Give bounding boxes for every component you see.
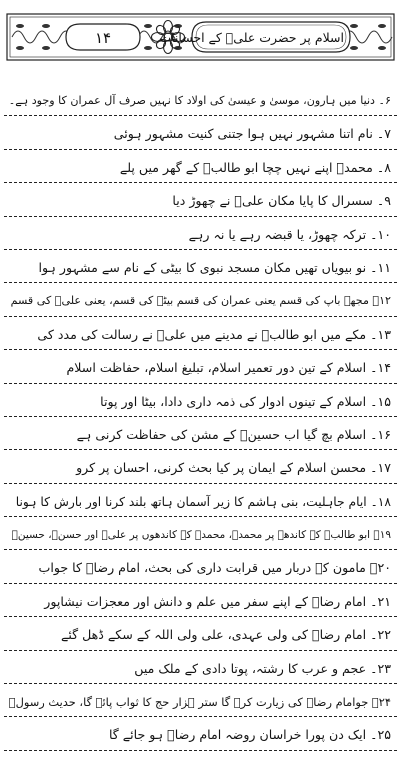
list-item [4,389,397,422]
list-item-text: ۷۔ نام اتنا مشہور نہیں ہوا جتنی کنیت مشہور ہوئی [113,126,391,142]
dotted-rule [4,249,397,250]
dotted-rule [4,282,397,283]
list-item [4,322,397,355]
list-item-text: ۱۲۔ مجھے باپ کی قسم یعنی عمران کی قسم بیٹے کی قسم، یعنی علیؑ کی قسم [10,294,391,308]
list-item [4,88,397,121]
topic-list [4,88,397,756]
list-item-text: ۱۴۔ اسلام کے تین دور تعمیر اسلام، تبلیغ اسلام، حفاظت اسلام [66,360,391,376]
dotted-rule [4,383,397,384]
dotted-rule [4,516,397,517]
dotted-rule [4,182,397,183]
dotted-rule [4,616,397,617]
dotted-rule [4,216,397,217]
list-item-text: ۱۶۔ اسلام بچ گیا اب حسینؑ کے مشن کی حفاظت کرنی ہے [76,426,391,442]
list-item [4,121,397,154]
list-item-text: ۲۴۔ جوامام رضاؑ کی زیارت کرے گا ستر ہزار حج کا ثواب پائے گا، حدیث رسولؐ [8,695,391,710]
dotted-rule [4,716,397,717]
dotted-rule [4,483,397,484]
list-item [4,288,397,321]
list-item-text: ۱۹۔ ابو طالبؑ کے کاندھے پر محمدؐ، محمدؐ کے کاندھوں پر علیؑ اور حسنؑ، حسینؑ [11,529,391,542]
list-item-text: ۱۷۔ محسن اسلام کے ایمان پر کیا بحث کرنی، احسان پر کرو [76,460,391,476]
list-item [4,422,397,455]
list-item-text: ۱۰۔ ترکہ چھوڑ، یا قبضہ رہے یا نہ رہے [188,226,391,242]
dotted-rule [4,683,397,684]
list-item [4,255,397,288]
list-item-text: ۶۔ دنیا میں ہارون، موسیٰ و عیسیٰ کی اولاد کا نہیں صرف آل عمران کا وجود ہے۔ [8,94,391,107]
list-item [4,722,397,755]
list-item [4,222,397,255]
dotted-rule [4,115,397,116]
dotted-rule [4,316,397,317]
dotted-rule [4,650,397,651]
list-item [4,489,397,522]
dotted-rule [4,549,397,550]
running-title: اسلام پر حضرت علیؑ کے احسانات [159,30,344,45]
list-item [4,622,397,655]
list-item [4,656,397,689]
dotted-rule [4,149,397,150]
list-item [4,522,397,555]
list-item [4,155,397,188]
list-item-text: ۲۰۔ مامون کے دربار میں قرابت داری کی بحث، امام رضاؑ کا جواب [38,560,391,576]
ornamental-header [6,8,395,66]
list-item-text: ۱۵۔ اسلام کے تینوں ادوار کی ذمہ داری دادا، بیٹا اور پوتا [100,393,391,409]
list-item-text: ۲۳۔ عجم و عرب کا رشتہ، پوتا دادی کے ملک میں [134,660,391,676]
list-item-text: ۲۵۔ ایک دن پورا خراسان روضہ امام رضاؑ ہو جائے گا [108,727,391,743]
list-item-text: ۲۲۔ امام رضاؑ کی ولی عہدی، علی ولی اللہ کے سکے ڈھل گئے [60,627,391,643]
list-item [4,455,397,488]
page-number: ۱۴ [94,29,112,47]
dotted-rule [4,416,397,417]
list-item [4,355,397,388]
dotted-rule [4,583,397,584]
list-item-text: ۱۱۔ نو بیویاں تھیں مکان مسجد نبوی کا بیٹی کے نام سے مشہور ہوا [38,259,391,275]
dotted-rule [4,349,397,350]
list-item [4,589,397,622]
dotted-rule [4,750,397,751]
dotted-rule [4,449,397,450]
list-item [4,555,397,588]
list-item [4,689,397,722]
list-item-text: ۹۔ سسرال کا پایا مکان علیؑ نے چھوڑ دیا [172,193,391,209]
list-item-text: ۱۸۔ ایام جاہلیت، بنی ہاشم کا زیر آسمان ہاتھ بلند کرنا اور بارش کا ہونا [15,494,391,509]
list-item-text: ۲۱۔ امام رضاؑ کے اپنے سفر میں علم و دانش اور معجزات نیشاپور [44,593,391,609]
list-item-text: ۸۔ محمدؐ اپنے نہیں چچا ابو طالبؑ کے گھر میں پلے [119,159,391,175]
list-item-text: ۱۳۔ مکے میں ابو طالبؑ نے مدینے میں علیؑ نے رسالت کی مدد کی [37,326,391,342]
list-item [4,188,397,221]
